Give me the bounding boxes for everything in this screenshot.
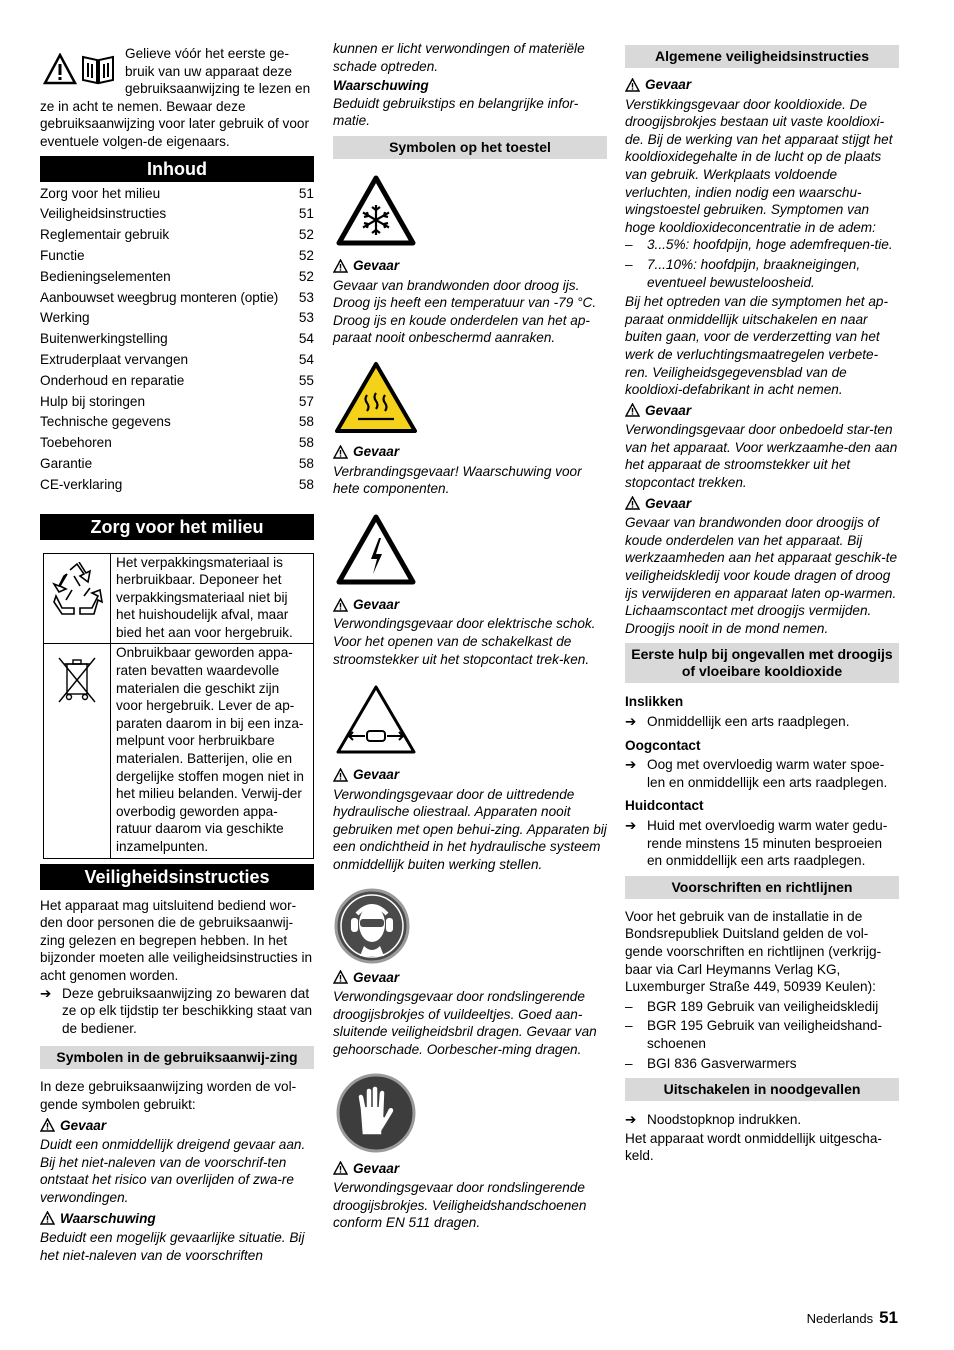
inslikken-item	[625, 713, 899, 731]
gevaar-label: Gevaar	[645, 402, 692, 418]
toc-page: 53	[298, 289, 314, 305]
toc-label: Bedieningselementen	[40, 268, 171, 284]
env-row	[44, 644, 313, 857]
symbol-text: Verwondingsgevaar door rondslingerende droogijsbrokjes. Veiligheidshandschoenen conform EN 511 dragen.	[333, 1180, 587, 1231]
regulation-text: BGR 189 Gebruik van veiligheidskledij	[647, 998, 879, 1014]
warning-triangle-icon	[625, 78, 640, 92]
page-number: 51	[879, 1308, 898, 1327]
toc-label: Aanbouwset weegbrug monteren (optie)	[40, 289, 279, 305]
hydraulic-jet-warning-icon	[335, 684, 417, 756]
symbol-text: Gevaar van brandwonden door droog ijs. Droog ijs heeft een temperatuur van -79 °C. Droog ijs en koude onderdelen van het ap-paraat nooit onbeschermd aanraken.	[333, 277, 597, 346]
regulation-text: BGI 836 Gasverwarmers	[647, 1055, 797, 1071]
regulation-item	[625, 1055, 899, 1073]
toc-page: 55	[298, 372, 314, 388]
env-text: Het verpakkingsmateriaal is herbruikbaar. Deponeer het verpakkingsmateriaal niet bij het huishoudelijk afval, maar bied het aan voor hergebruik.	[116, 554, 293, 640]
waarschuwing-note-label: Waarschuwing	[333, 78, 429, 94]
toc-page: 54	[298, 331, 314, 347]
gevaar-label: Gevaar	[353, 767, 400, 783]
arrow-right-icon: ➔	[625, 757, 637, 773]
warning-triangle-icon	[625, 496, 640, 510]
oogcontact-label: Oogcontact	[625, 737, 701, 753]
arrow-right-icon: ➔	[40, 985, 52, 1001]
gevaar-heading	[333, 969, 607, 987]
toc-list	[40, 184, 314, 496]
inslikken-text: Onmiddellijk een arts raadplegen.	[647, 714, 850, 729]
toc-item[interactable]	[40, 288, 314, 309]
gevaar-heading	[40, 1117, 314, 1135]
warning-triangle-icon	[333, 1161, 348, 1175]
gevaar-text: Gevaar van brandwonden door droogijs of koude onderdelen van het apparaat. Bij werkzaamheden aan het apparaat geschik-te veiligheidskledij voor koude dragen of droog ijs verwijderen en apparaat laten op-warmen. Lichaamscontact met droogijs vermijden. Droogijs nooit in de mond nemen.	[625, 515, 898, 636]
gevaar-label: Gevaar	[353, 969, 400, 985]
column-3	[625, 45, 899, 1165]
toc-page: 51	[298, 206, 314, 222]
symptom-text: 7...10%: hoofdpijn, braakneigingen, eventueel bewusteloosheid.	[647, 256, 861, 290]
electric-shock-warning-icon	[336, 514, 416, 586]
waarschuwing-note-text: Beduidt gebruikstips en belangrijke infor-matie.	[333, 95, 579, 129]
safety-text: Het apparaat mag uitsluitend bediend wor-den door personen die de gebruiksaanwij-zing gelezen en begrepen hebben. In het bijzonder moeten alle veiligheidsinstructies in acht genomen worden.	[40, 897, 313, 983]
toc-page: 58	[298, 476, 314, 492]
toc-page: 54	[298, 351, 314, 367]
symbol-text: Verwondingsgevaar door de uittredende hydraulische oliestraal. Apparaten nooit gebruiken met open behui-zing. Apparaten bij een ondichtheid in het hydraulische systeem onmiddellijk buiten werking stellen.	[333, 786, 607, 873]
gevaar-heading	[333, 1160, 607, 1178]
dash-bullet: –	[625, 998, 633, 1014]
warning-triangle-icon	[625, 403, 640, 417]
gevaar-after-text: Bij het optreden van die symptomen het ap-paraat onmiddellijk uitschakelen en naar buiten gaan, voor de verderzetting van het werk de verluchtingsmaatregelen verbete-ren. Veiligheidsgegevensblad van de kooldioxi-defabrikant in acht nemen.	[625, 294, 888, 398]
hot-surface-warning-icon	[334, 361, 418, 435]
huidcontact-item	[625, 817, 899, 870]
page-footer	[807, 1309, 898, 1328]
toc-label: CE-verklaring	[40, 476, 123, 492]
emergency-text: Het apparaat wordt onmiddellijk uitgescha-keld.	[625, 1130, 882, 1164]
warning-triangle-icon	[333, 445, 348, 459]
toc-item[interactable]	[40, 454, 314, 475]
goggles-earmuffs-mandatory-icon	[334, 888, 410, 964]
toc-label: Buitenwerkingstelling	[40, 331, 168, 347]
safety-arrow-item	[40, 985, 314, 1038]
toc-label: Functie	[40, 247, 85, 263]
toc-item[interactable]	[40, 225, 314, 246]
toc-page: 58	[298, 455, 314, 471]
toc-label: Reglementair gebruik	[40, 227, 170, 243]
dash-bullet: –	[625, 256, 633, 272]
toc-item[interactable]	[40, 412, 314, 433]
regulations-title: Voorschriften en richtlijnen	[625, 876, 899, 899]
gevaar-label: Gevaar	[353, 1160, 400, 1176]
footer-language: Nederlands	[806, 1311, 874, 1326]
env-title: Zorg voor het milieu	[40, 514, 314, 540]
toc-item[interactable]	[40, 204, 314, 225]
toc-item[interactable]	[40, 308, 314, 329]
toc-item[interactable]	[40, 184, 314, 205]
gevaar-label: Gevaar	[353, 443, 400, 459]
warning-triangle-icon	[40, 1118, 55, 1132]
symptom-text: 3...5%: hoofdpijn, hoge ademfrequen-tie.	[647, 237, 893, 253]
toc-label: Hulp bij storingen	[40, 393, 146, 409]
env-icon-cell	[44, 644, 111, 857]
warning-triangle-icon	[333, 259, 348, 273]
symptom-item	[625, 256, 899, 291]
toc-page: 52	[298, 268, 314, 284]
toc-label: Technische gegevens	[40, 414, 171, 430]
gevaar-heading	[625, 495, 899, 513]
toc-label: Onderhoud en reparatie	[40, 372, 185, 388]
waarschuwing-text: Beduidt een mogelijk gevaarlijke situatie. Bij het niet-naleven van de voorschriften	[40, 1230, 305, 1263]
toc-page: 53	[298, 310, 314, 326]
gevaar-label: Gevaar	[60, 1117, 107, 1133]
toc-item[interactable]	[40, 433, 314, 454]
emergency-title: Uitschakelen in noodgevallen	[625, 1078, 899, 1101]
continued-text: kunnen er licht verwondingen of materiële schade optreden.	[333, 41, 585, 74]
toc-page: 51	[298, 185, 314, 201]
inslikken-label: Inslikken	[625, 694, 684, 710]
safety-arrow-text: Deze gebruiksaanwijzing zo bewaren dat ze op elk tijdstip ter beschikking staat van de bediener.	[62, 985, 313, 1036]
column-2	[333, 40, 607, 1232]
toc-item[interactable]	[40, 392, 314, 413]
emergency-item	[625, 1111, 899, 1129]
dash-bullet: –	[625, 237, 633, 253]
toc-item[interactable]	[40, 267, 314, 288]
symptom-item	[625, 236, 899, 254]
symbols-manual-title: Symbolen in de gebruiksaanwij-zing	[40, 1046, 314, 1069]
symbol-text: Verwondingsgevaar door elektrische schok. Voor het openen van de schakelkast de stroomstekker uit het stopcontact trek-ken.	[333, 616, 596, 667]
toc-item[interactable]	[40, 475, 314, 496]
safety-title: Veiligheidsinstructies	[40, 864, 314, 890]
toc-page: 58	[298, 435, 314, 451]
emergency-arrow-text: Noodstopknop indrukken.	[647, 1112, 802, 1128]
arrow-right-icon: ➔	[625, 817, 637, 833]
open-book-icon	[80, 53, 116, 85]
dash-bullet: –	[625, 1018, 633, 1034]
toc-item[interactable]	[40, 350, 314, 371]
warning-triangle-icon	[333, 768, 348, 782]
gevaar-text: Verstikkingsgevaar door kooldioxide. De droogijsbrokjes bestaan uit vaste kooldioxi-de. Bij de werking van het apparaat stijgt het kooldioxidegehalte in de lucht op de plaats van gebruik. Werkplaats voldoende verluchten, indien nodig een waarschu-wingstoestel gebruiken. Symptomen van hoge kooldioxideconcentratie in de adem:	[625, 96, 893, 235]
dash-bullet: –	[625, 1055, 633, 1071]
env-icon-cell	[44, 554, 111, 644]
arrow-right-icon: ➔	[625, 714, 637, 729]
toc-label: Zorg voor het milieu	[40, 185, 161, 201]
read-manual-icons	[43, 53, 121, 91]
toc-label: Werking	[40, 310, 90, 326]
gevaar-label: Gevaar	[645, 77, 692, 92]
toc-page: 57	[298, 393, 314, 409]
huidcontact-label: Huidcontact	[625, 798, 704, 814]
waarschuwing-heading	[40, 1210, 314, 1228]
warning-triangle-icon	[333, 598, 348, 612]
symbol-text: Verwondingsgevaar door rondslingerende droogijsbrokjes of vuildeeltjes. Goed aan-sluitende veiligheidsbril dragen. Gevaar van gehoorschade. Oorbescher-ming dragen.	[333, 989, 597, 1058]
toc-page: 52	[298, 227, 314, 243]
env-text: Onbruikbaar geworden appa-raten bevatten waardevolle materialen die geschikt zijn voor hergebruik. Lever de ap-paraten daarom in bij een inza-melpunt voor herbruikbare materialen. Batterijen, olie en dergelijke stoffen mogen niet in het milieu belanden. Verwij-der overbodig geworden appa-ratuur daarom via geschikte inzamelpunten.	[116, 645, 304, 855]
toc-label: Veiligheidsinstructies	[40, 206, 167, 222]
warning-triangle-icon	[333, 970, 348, 984]
toc-page: 52	[298, 247, 314, 263]
gloves-mandatory-icon	[336, 1073, 416, 1153]
warning-triangle-icon	[40, 1211, 55, 1225]
gevaar-heading	[333, 257, 607, 275]
oogcontact-text: Oog met overvloedig warm water spoe-len en onmiddellijk een arts raadplegen.	[647, 757, 888, 790]
gevaar-heading	[333, 766, 607, 784]
toc-item[interactable]	[40, 371, 314, 392]
gevaar-label: Gevaar	[645, 495, 692, 511]
first-aid-title: Eerste hulp bij ongevallen met droogijs of vloeibare kooldioxide	[625, 643, 899, 683]
intro-block	[40, 45, 314, 151]
symbols-device-title: Symbolen op het toestel	[333, 136, 607, 159]
gevaar-label: Gevaar	[353, 596, 400, 612]
intro-text: Gelieve vóór het eerste ge-bruik van uw apparaat deze gebruiksaanwijzing te lezen en ze in acht te nemen. Bewaar deze gebruiksaanwijzing voor later gebruik of voor eventuele volgen-de eigenaars.	[40, 46, 311, 149]
huidcontact-text: Huid met overvloedig warm water gedu-rende minstens 15 minuten besproeien en onmiddellijk een arts raadplegen.	[647, 817, 888, 869]
toc-label: Toebehoren	[40, 435, 112, 451]
warning-triangle-icon	[43, 53, 77, 85]
gevaar-text: Duidt een onmiddellijk dreigend gevaar aan. Bij het niet-naleven van de voorschrif-ten ontstaat het risico van overlijden of zwa-re verwondingen.	[40, 1137, 306, 1205]
symbol-text: Verbrandingsgevaar! Waarschuwing voor hete componenten.	[333, 463, 582, 497]
regulation-item	[625, 998, 899, 1016]
regulation-item	[625, 1017, 899, 1052]
regulations-text: Voor het gebruik van de installatie in de Bondsrepubliek Duitsland gelden de vol-gende voorschriften en richtlijnen (verkrijg-baar via Carl Heymanns Verlag KG, Luxemburger Straße 449, 50939 Keulen):	[625, 908, 882, 995]
oogcontact-item	[625, 756, 899, 791]
gevaar-text: Verwondingsgevaar door onbedoeld star-ten van het apparaat. Voor werkzaamhe-den aan het apparaat de stroomstekker uit het stopcontact trekken.	[625, 422, 898, 491]
gevaar-heading	[625, 76, 899, 94]
crossed-bin-icon	[55, 652, 99, 710]
general-safety-title: Algemene veiligheidsinstructies	[625, 45, 899, 68]
gevaar-label: Gevaar	[353, 257, 400, 273]
toc-page: 58	[298, 414, 314, 430]
arrow-right-icon: ➔	[625, 1112, 637, 1128]
env-table	[43, 553, 314, 859]
toc-label: Extruderplaat vervangen	[40, 351, 189, 367]
gevaar-heading	[333, 596, 607, 614]
toc-label: Garantie	[40, 455, 93, 471]
gevaar-heading	[625, 402, 899, 420]
toc-item[interactable]	[40, 329, 314, 350]
symbols-manual-text: In deze gebruiksaanwijzing worden de vol-gende symbolen gebruikt:	[40, 1079, 297, 1112]
recycling-icon	[50, 562, 104, 618]
column-1	[40, 40, 314, 1264]
gevaar-heading	[333, 443, 607, 461]
toc-item[interactable]	[40, 246, 314, 267]
toc-title: Inhoud	[40, 156, 314, 182]
waarschuwing-label: Waarschuwing	[60, 1210, 156, 1226]
env-row	[44, 554, 313, 645]
regulation-text: BGR 195 Gebruik van veiligheidshand-schoenen	[647, 1018, 883, 1051]
snowflake-warning-icon	[336, 175, 416, 247]
